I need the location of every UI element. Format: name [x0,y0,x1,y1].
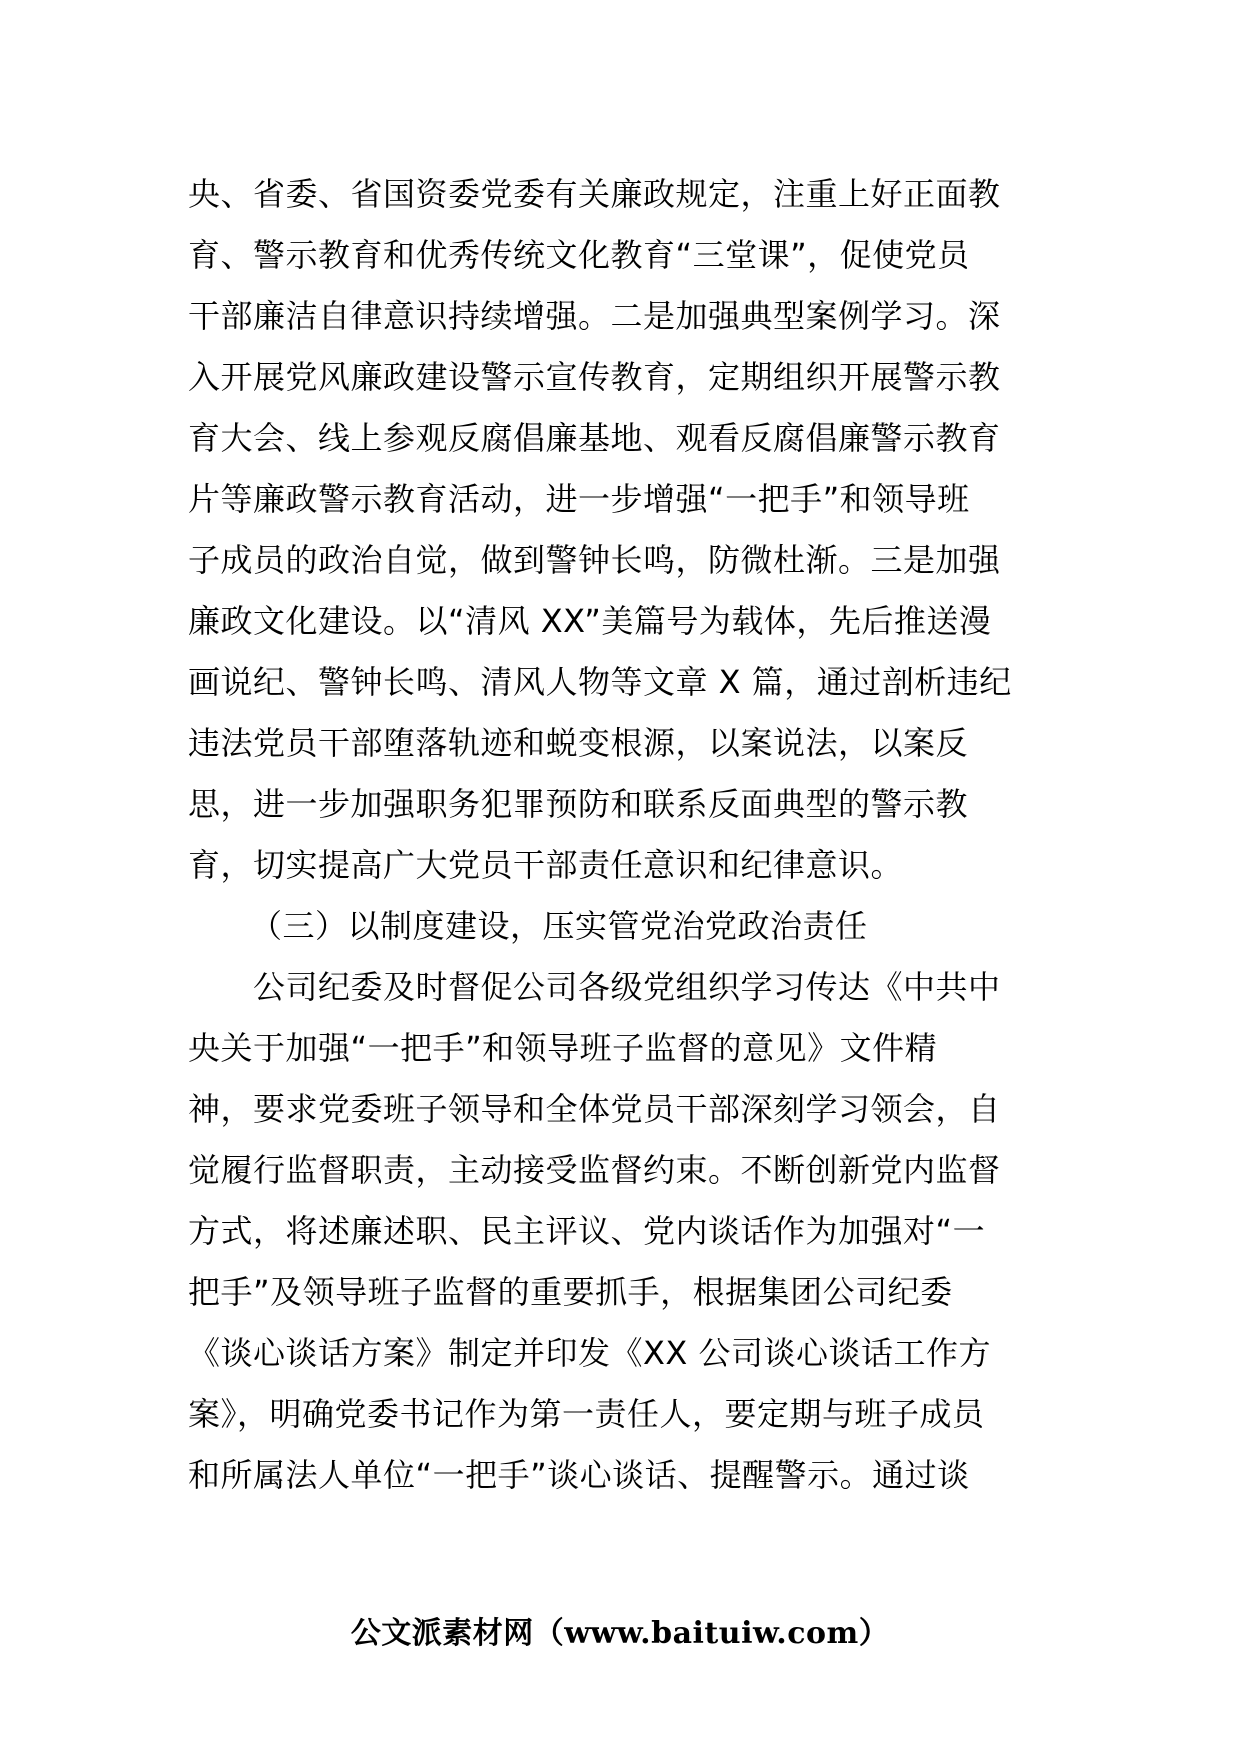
body-line: 案》，明确党委书记作为第一责任人，要定期与班子成员 [188,1395,985,1433]
document-body [188,164,1064,1506]
body-line: 和所属法人单位“一把手”谈心谈话、提醒警示。通过谈 [188,1456,970,1494]
body-line: 廉政文化建设。以“清风 XX”美篇号为载体，先后推送漫 [188,602,992,640]
body-line: 子成员的政治自觉，做到警钟长鸣，防微杜渐。三是加强 [188,541,1001,579]
body-line: 入开展党风廉政建设警示宣传教育，定期组织开展警示教 [188,358,1001,396]
body-line: 干部廉洁自律意识持续增强。二是加强典型案例学习。深 [188,297,1001,335]
body-line: 央关于加强“一把手”和领导班子监督的意见》文件精 [188,1029,938,1067]
footer-source-text: 公文派素材网（www.baituiw.com） [350,1616,890,1651]
section-heading: （三）以制度建设，压实管党治党政治责任 [250,907,868,945]
body-line: 思，进一步加强职务犯罪预防和联系反面典型的警示教 [188,785,969,823]
body-line: 《谈心谈话方案》制定并印发《XX 公司谈心谈话工作方 [188,1334,992,1372]
body-line: 央、省委、省国资委党委有关廉政规定，注重上好正面教 [188,175,1001,213]
body-line: 育、警示教育和优秀传统文化教育“三堂课”，促使党员 [188,236,970,274]
body-line: 方式，将述廉述职、民主评议、党内谈话作为加强对“一 [188,1212,986,1250]
body-line: 把手”及领导班子监督的重要抓手，根据集团公司纪委 [188,1273,953,1311]
paragraph-first-line: 公司纪委及时督促公司各级党组织学习传达《中共中 [253,968,1001,1006]
body-line: 违法党员干部堕落轨迹和蜕变根源，以案说法，以案反 [188,724,969,762]
body-line: 育，切实提高广大党员干部责任意识和纪律意识。 [188,846,904,884]
body-line: 画说纪、警钟长鸣、清风人物等文章 X 篇，通过剖析违纪 [188,663,1012,701]
body-line: 神，要求党委班子领导和全体党员干部深刻学习领会，自 [188,1090,1001,1128]
body-line: 觉履行监督职责，主动接受监督约束。不断创新党内监督 [188,1151,1001,1189]
body-line: 片等廉政警示教育活动，进一步增强“一把手”和领导班 [188,480,970,518]
body-line: 育大会、线上参观反腐倡廉基地、观看反腐倡廉警示教育 [188,419,1001,457]
